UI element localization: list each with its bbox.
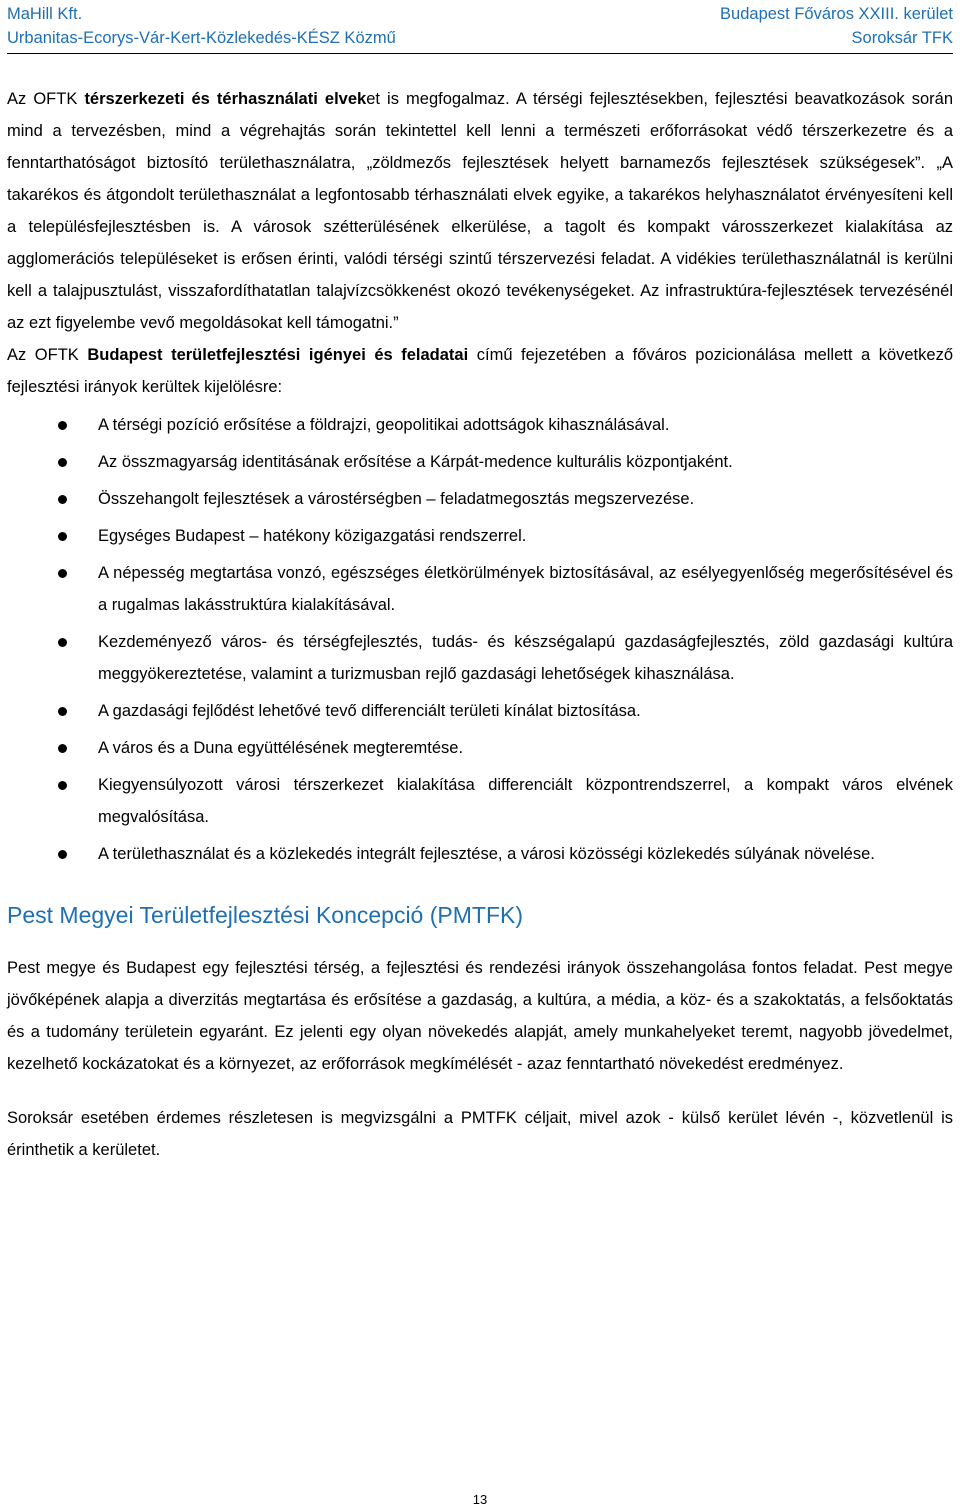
header-left [7,2,396,50]
list-item: Összehangolt fejlesztések a várostérségben – feladatmegosztás megszervezése. [7,483,953,515]
bullet-icon [58,781,67,790]
list-item: Kezdeményező város- és térségfejlesztés, tudás- és készségalapú gazdaságfejlesztés, zöld gazdasági kultúra meggyökereztetése, valamint a turizmusban rejlő gazdasági lehetőségek kihasználása. [7,626,953,690]
oftk-budapest-paragraph: Az OFTK Budapest területfejlesztési igényei és feladatai című fejezetében a főváros pozicionálása mellett a következő fejlesztési irányok kerültek kijelölésre: [7,346,953,396]
header-municipality: Budapest Főváros XXIII. kerület [720,5,953,23]
bullet-icon [58,850,67,859]
header-consortium: Urbanitas-Ecorys-Vár-Kert-Közlekedés-KÉSZ Közmű [7,29,396,47]
page-number: 13 [472,1492,488,1507]
soroksar-paragraph: Soroksár esetében érdemes részletesen is megvizsgálni a PMTFK céljait, mivel azok - külső kerület lévén -, közvetlenül is érinthetik a kerületet. [7,1109,953,1159]
bullet-icon [58,569,67,578]
bullet-icon [58,638,67,647]
list-item: A területhasználat és a közlekedés integrált fejlesztése, a városi közösségi közlekedés súlyának növelése. [7,838,953,870]
section-heading: Pest Megyei Területfejlesztési Koncepció (PMTFK) [7,902,523,928]
intro-bold-term: térszerkezeti és térhasználati elvek [84,90,367,108]
list-item: A város és a Duna együttélésének megteremtése. [7,732,953,764]
header-document: Soroksár TFK [851,29,953,47]
bullet-icon [58,744,67,753]
bullet-icon [58,495,67,504]
bullet-icon [58,707,67,716]
oftk-chapter-title: Budapest területfejlesztési igényei és feladatai [87,346,469,364]
page-header [7,0,953,54]
intro-paragraph: Az OFTK térszerkezeti és térhasználati elveket is megfogalmaz. A térségi fejlesztésekben, fejlesztési beavatkozások során mind a tervezésben, mind a végrehajtás során tekintettel kell lenni a természeti erőforrásokat védő térszerkezetre és a fenntarthatóságot biztosító területhasználatra, „zöldmezős fejlesztések helyett barnamezős fejlesztések szükségesek”. „A takarékos és átgondolt területhasználat a legfontosabb térhasználati elvek egyike, a takarékos helyhasználatot érvényesíteni kell a településfejlesztésben is. A városok szétterülésének elkerülése, a tagolt és kompakt városszerkezet kialakítása az agglomerációs településeket is erősen érinti, valódi térségi szintű térszervezési feladat. A vidékies területhasználatnál is kerülni kell a talajpusztulást, visszafordíthatatlan talajvízcsökkenést okozó tevékenységeket. Az infrastruktúra-fejlesztések tervezésénél az ezt figyelembe vevő megoldásokat kell támogatni.” [7,90,953,332]
development-directions-list [7,409,953,870]
list-item: A térségi pozíció erősítése a földrajzi, geopolitikai adottságok kihasználásával. [7,409,953,441]
bullet-icon [58,421,67,430]
header-right [720,2,953,50]
list-item: Az összmagyarság identitásának erősítése a Kárpát-medence kulturális központjaként. [7,446,953,478]
list-item: A gazdasági fejlődést lehetővé tevő differenciált területi kínálat biztosítása. [7,695,953,727]
list-item: A népesség megtartása vonzó, egészséges életkörülmények biztosításával, az esélyegyenlőség megerősítésével és a rugalmas lakásstruktúra kialakításával. [7,557,953,621]
bullet-icon [58,532,67,541]
list-item: Kiegyensúlyozott városi térszerkezet kialakítása differenciált központrendszerrel, a kompakt város elvének megvalósítása. [7,769,953,833]
header-company: MaHill Kft. [7,5,83,23]
list-item: Egységes Budapest – hatékony közigazgatási rendszerrel. [7,520,953,552]
bullet-icon [58,458,67,467]
pmtfk-paragraph: Pest megye és Budapest egy fejlesztési térség, a fejlesztési és rendezési irányok összehangolása fontos feladat. Pest megye jövőképének alapja a diverzitás megtartása és erősítése a gazdaság, a kultúra, a média, a köz- és a szakoktatás, a felsőoktatás és a tudomány területein egyaránt. Ez jelenti egy olyan növekedés alapját, amely munkahelyeket teremt, nagyobb jövedelmet, kezelhető kockázatokat és a környezet, az erőforrások megkímélését - azaz fenntartható növekedést eredményez. [7,959,953,1073]
page-body [7,83,953,1166]
